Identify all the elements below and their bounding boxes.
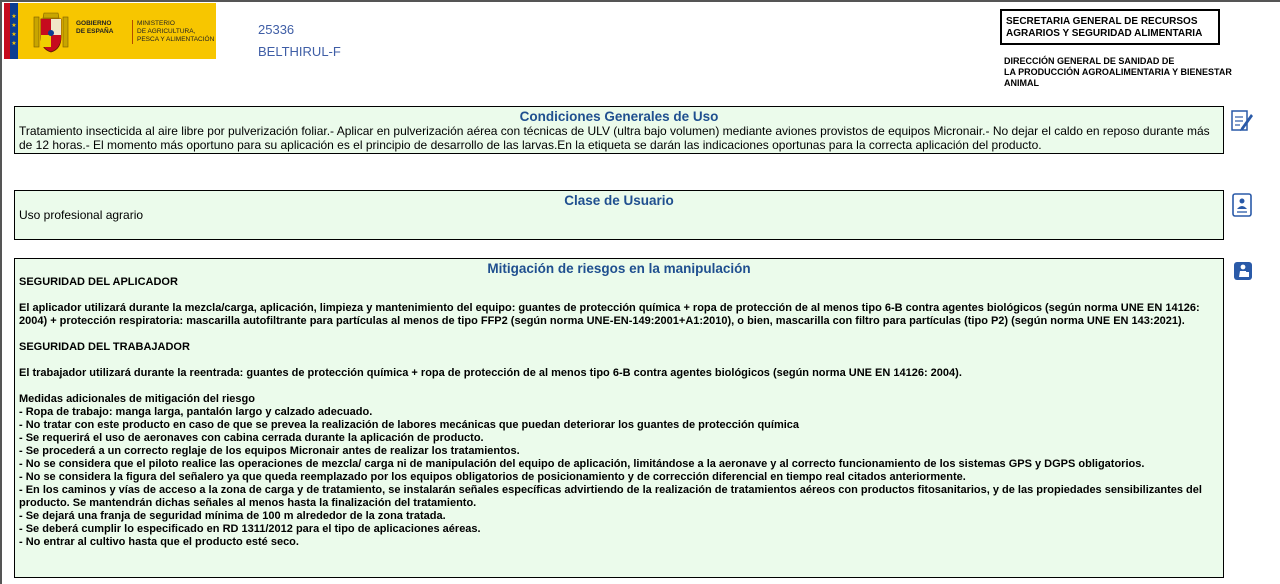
mitigacion-title: Mitigación de riesgos en la manipulación	[487, 261, 751, 276]
aplicador-text: El aplicador utilizará durante la mezcla/carga, aplicación, limpieza y mantenimiento del equipo: guantes de protección química + ropa de protección de al menos tipo 6-B contra agentes biológicos (según norma UNE EN 14126: 2004) + protección respiratoria: mascarilla autofiltrante para partículas al menos de tipo FFP2 (según norma UNE-EN-149:2001+A1:2010), o bien, mascarilla con filtro para partículas (tipo P2) (según norma UNE EN 143:2021).	[19, 302, 1200, 327]
gobierno-label: GOBIERNO DE ESPAÑA	[76, 20, 114, 35]
list-item: - Se procederá a un correcto reglaje de los equipos Micronair antes de realizar los tratamientos.	[19, 445, 520, 457]
clase-usuario-text: Uso profesional agrario	[19, 208, 144, 222]
list-item: - Se deberá cumplir lo especificado en RD 1311/2012 para el tipo de aplicaciones aéreas.	[19, 523, 481, 535]
list-item: - No se considera la figura del señalero ya que queda reemplazado por los equipos obligatorios de posicionamiento y de corrección diferencial en tiempo real citados anteriormente.	[19, 471, 966, 483]
ministerio-label: MINISTERIO DE AGRICULTURA, PESCA Y ALIMENTACIÓN	[132, 20, 214, 44]
secretaria-box: SECRETARIA GENERAL DE RECURSOS AGRARIOS Y SEGURIDAD ALIMENTARIA	[1000, 9, 1220, 45]
product-name: BELTHIRUL-F	[258, 44, 341, 59]
list-item: - No entrar al cultivo hasta que el producto esté seco.	[19, 536, 299, 548]
clase-usuario-title: Clase de Usuario	[564, 193, 674, 208]
clase-usuario-section	[14, 190, 1224, 240]
condiciones-section	[14, 106, 1224, 154]
list-item: - Ropa de trabajo: manga larga, pantalón largo y calzado adecuado.	[19, 406, 373, 418]
list-item: - No tratar con este producto en caso de que se prevea la realización de labores mecánicas que puedan deteriorar los guantes de protección química	[19, 419, 800, 431]
mitigacion-content	[15, 276, 1223, 549]
mitigacion-section	[14, 258, 1224, 578]
condiciones-title: Condiciones Generales de Uso	[519, 109, 719, 124]
direccion-general: DIRECCIÓN GENERAL DE SANIDAD DE LA PRODUCCIÓN AGROALIMENTARIA Y BIENESTAR ANIMAL	[1004, 56, 1232, 88]
window-border-top	[0, 0, 1280, 2]
edit-document-icon[interactable]	[1230, 108, 1254, 134]
medidas-list	[19, 406, 1219, 549]
eu-stars-icon: ★ ★ ★ ★	[11, 14, 17, 47]
condiciones-text: Tratamiento insecticida al aire libre por pulverización foliar.- Aplicar en pulverización aérea con técnicas de ULV (ultra bajo volumen) mediante aviones provistos de equipos Micronair.- No dejar el caldo en reposo durante más de 12 horas.- El momento más oportuno para su aplicación es el principio de desarrollo de las larvas.En la etiqueta se darán las indicaciones oportunas para la correcta aplicación del producto.	[19, 124, 1210, 152]
list-item: - Se dejará una franja de seguridad mínima de 100 m alrededor de la zona tratada.	[19, 510, 446, 522]
worker-safety-icon[interactable]	[1231, 259, 1255, 285]
coat-of-arms-icon	[32, 9, 70, 55]
list-item: - En los caminos y vías de acceso a la zona de carga y de tratamiento, se instalarán señales específicas advirtiendo de la realización de tratamientos aéreos con productos fitosanitarios, y de las propiedades sensibilizantes del producto. Se mantendrán dichas señales al menos hasta la finalización del tratamiento.	[19, 484, 1202, 509]
medidas-heading: Medidas adicionales de mitigación del riesgo	[19, 393, 255, 405]
list-item: - Se requerirá el uso de aeronaves con cabina cerrada durante la aplicación de producto.	[19, 432, 484, 444]
government-logo	[4, 3, 216, 59]
list-item: - No se considera que el piloto realice las operaciones de mezcla/ carga ni de manipulación del equipo de aplicación, limitándose a la aeronave y al correcto funcionamiento de los sistemas GPS y DGPS obligatorios.	[19, 458, 1145, 470]
registration-number: 25336	[258, 22, 295, 37]
trabajador-heading: SEGURIDAD DEL TRABAJADOR	[19, 341, 190, 353]
trabajador-text: El trabajador utilizará durante la reentrada: guantes de protección química + ropa de protección de al menos tipo 6-B contra agentes biológicos (según norma UNE EN 14126: 2004).	[19, 367, 962, 379]
aplicador-heading: SEGURIDAD DEL APLICADOR	[19, 276, 178, 288]
window-border-left	[0, 0, 2, 584]
user-document-icon[interactable]	[1230, 192, 1254, 218]
